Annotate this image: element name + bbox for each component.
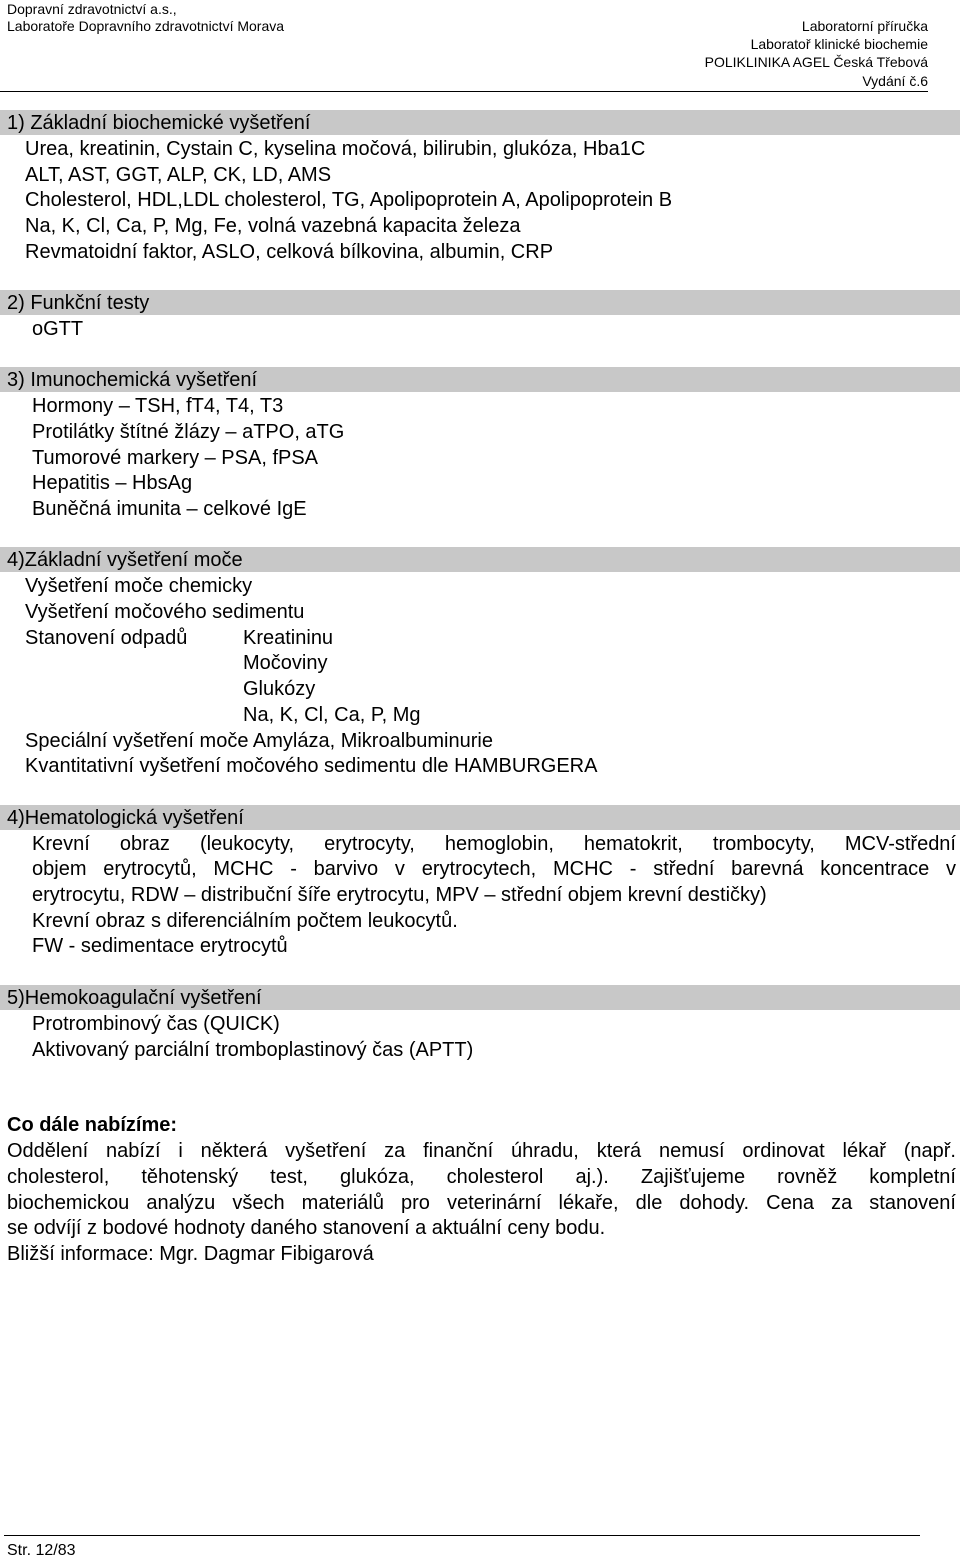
section-2-title: 2) Funkční testy [7, 292, 150, 314]
section-6-title: 5)Hemokoagulační vyšetření [7, 987, 262, 1009]
header-site: POLIKLINIKA AGEL Česká Třebová [704, 54, 928, 70]
hematology-paragraph-line: objem erytrocytů, MCHC - barvivo v erytrocytech, MCHC - střední barevná koncentrace v [32, 858, 956, 880]
header-document-info [705, 17, 928, 71]
quantitative-sediment: Kvantitativní vyšetření močového sedimentu dle HAMBURGERA [25, 755, 598, 777]
footer-divider [4, 1535, 920, 1536]
header-company: Dopravní zdravotnictví a.s., [7, 1, 177, 17]
header-divider [0, 91, 928, 92]
section-3-title: 3) Imunochemická vyšetření [7, 369, 258, 391]
section-3-item: Tumorové markery – PSA, fPSA [32, 447, 319, 469]
section-1-item: ALT, AST, GGT, ALP, CK, LD, AMS [25, 164, 332, 186]
section-6-item: Protrombinový čas (QUICK) [32, 1013, 280, 1035]
offer-paragraph-line: biochemickou analýzu všech materiálů pro veterinární lékaře, dle dohody. Cena za stanovení [7, 1192, 956, 1214]
waste-item: Glukózy [243, 678, 316, 700]
waste-label: Stanovení odpadů [25, 627, 188, 649]
header-labs: Laboratoře Dopravního zdravotnictví Morava [7, 18, 285, 34]
section-4-item: Vyšetření moče chemicky [25, 575, 253, 597]
waste-item: Na, K, Cl, Ca, P, Mg [243, 704, 421, 726]
section-5-item: FW - sedimentace erytrocytů [32, 935, 288, 957]
special-urine-tests: Speciální vyšetření moče Amyláza, Mikroalbuminurie [25, 730, 493, 752]
offer-paragraph-line: se odvíjí z bodové hodnoty daného stanovení a aktuální ceny bodu. [7, 1217, 606, 1239]
section-1-item: Cholesterol, HDL,LDL cholesterol, TG, Apolipoprotein A, Apolipoprotein B [25, 189, 673, 211]
section-4-item: Vyšetření močového sedimentu [25, 601, 305, 623]
header-version: Vydání č.6 [862, 73, 928, 89]
offer-paragraph-line: Oddělení nabízí i některá vyšetření za finanční úhradu, která nemusí ordinovat lékař (např. [7, 1140, 956, 1162]
section-1-item: Urea, kreatinin, Cystain C, kyselina močová, bilirubin, glukóza, Hba1C [25, 138, 646, 160]
page-number: Str. 12/83 [7, 1542, 76, 1559]
waste-item: Kreatininu [243, 627, 334, 649]
section-5-item: Krevní obraz s diferenciálním počtem leukocytů. [32, 910, 458, 932]
section-3-item: Hepatitis – HbsAg [32, 472, 193, 494]
section-4-title: 4)Základní vyšetření moče [7, 549, 243, 571]
waste-item: Močoviny [243, 652, 328, 674]
section-2-item: oGTT [32, 318, 84, 340]
section-5-title: 4)Hematologická vyšetření [7, 807, 244, 829]
section-1-item: Na, K, Cl, Ca, P, Mg, Fe, volná vazebná kapacita železa [25, 215, 521, 237]
header-lab-name: Laboratoř klinické biochemie [750, 36, 928, 52]
section-3-item: Buněčná imunita – celkové IgE [32, 498, 307, 520]
section-6-item: Aktivovaný parciální tromboplastinový čas (APTT) [32, 1039, 474, 1061]
offer-title: Co dále nabízíme: [7, 1114, 178, 1136]
contact-info: Bližší informace: Mgr. Dagmar Fibigarová [7, 1243, 374, 1265]
section-1-item: Revmatoidní faktor, ASLO, celková bílkovina, albumin, CRP [25, 241, 554, 263]
header-doc-title: Laboratorní příručka [801, 18, 928, 34]
offer-paragraph-line: cholesterol, těhotenský test, glukóza, cholesterol aj.). Zajišťujeme rovněž kompletní [7, 1166, 956, 1188]
hematology-paragraph-line: erytrocytu, RDW – distribuční šíře erytrocytu, MPV – střední objem krevní destičky) [32, 884, 767, 906]
section-1-title: 1) Základní biochemické vyšetření [7, 112, 311, 134]
section-3-item: Hormony – TSH, fT4, T4, T3 [32, 395, 284, 417]
section-3-item: Protilátky štítné žlázy – aTPO, aTG [32, 421, 345, 443]
hematology-paragraph-line: Krevní obraz (leukocyty, erytrocyty, hemoglobin, hematokrit, trombocyty, MCV-střední [32, 833, 956, 855]
header-organization [7, 1, 284, 35]
